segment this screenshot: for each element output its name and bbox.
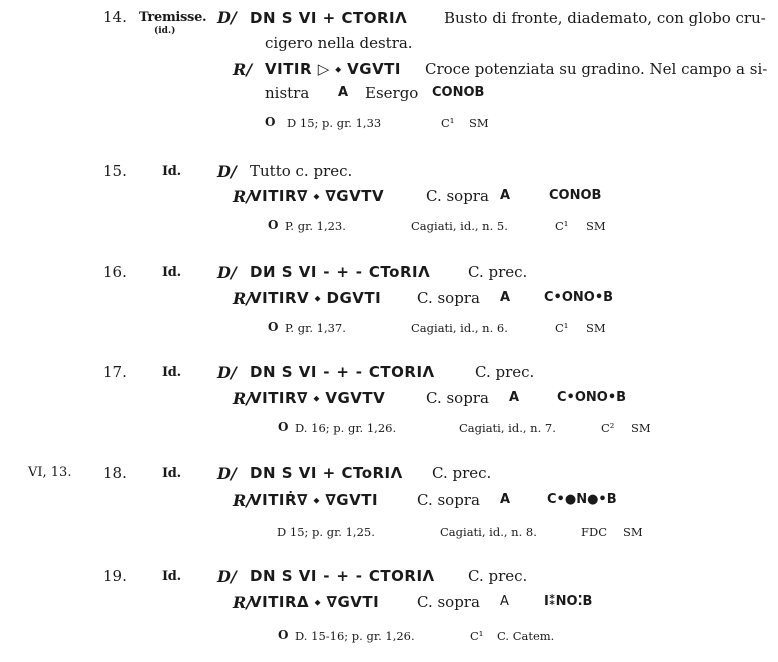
- exergue-mark: I⁑NO⁚B: [544, 594, 593, 609]
- reverse-symbol: R/: [233, 593, 253, 612]
- weight-note: P. gr. 1,37.: [285, 321, 346, 335]
- obverse-description: C. prec.: [475, 363, 535, 381]
- reverse-symbol: R/: [233, 289, 253, 308]
- reverse-legend: VITIR ▷ ⬩ VGVTI: [265, 60, 401, 78]
- denomination: Id.: [162, 164, 181, 179]
- exergue-mark: C•ONO•B: [557, 390, 627, 405]
- weight-note: D 15; p. gr. 1,25.: [277, 525, 375, 539]
- reference: Cagiati, id., n. 5.: [411, 219, 508, 233]
- field-mark: A: [500, 290, 511, 305]
- exergue-mark: CONOB: [549, 188, 602, 203]
- rarity-mark: O: [268, 320, 279, 334]
- exergue-mark: CONOB: [432, 85, 485, 100]
- weight-note: P. gr. 1,23.: [285, 219, 346, 233]
- grade: C²: [601, 421, 615, 435]
- reverse-symbol: R/: [233, 389, 253, 408]
- obverse-legend: DN S VI + CToRIΛ: [250, 464, 403, 482]
- collection: SM: [631, 421, 651, 435]
- reference: Cagiati, id., n. 7.: [459, 421, 556, 435]
- obverse-description: C. prec.: [468, 567, 528, 585]
- denomination-sub: (id.): [154, 26, 176, 36]
- reverse-description: C. sopra: [417, 289, 480, 307]
- field-mark: A: [338, 85, 349, 100]
- weight-note: D. 15-16; p. gr. 1,26.: [295, 629, 415, 643]
- denomination: Id.: [162, 466, 181, 481]
- obverse-legend: DN S VI + CTORIΛ: [250, 9, 408, 27]
- grade: C¹: [441, 116, 455, 130]
- collection: SM: [623, 525, 643, 539]
- entry-number: 16.: [103, 263, 127, 281]
- denomination: Id.: [162, 265, 181, 280]
- denomination: Id.: [162, 569, 181, 584]
- reverse-description: C. sopra: [426, 187, 489, 205]
- collection: C. Catem.: [497, 629, 555, 643]
- plate-reference: VI, 13.: [28, 465, 72, 480]
- obverse-symbol: D/: [217, 567, 237, 586]
- obverse-description-cont: cigero nella destra.: [265, 34, 413, 52]
- obverse-symbol: D/: [217, 363, 237, 382]
- exergue-label: Esergo: [365, 84, 419, 102]
- obverse-symbol: D/: [217, 162, 237, 181]
- obverse-symbol: D/: [217, 8, 237, 27]
- field-mark: A: [509, 390, 520, 405]
- reverse-description: C. sopra: [417, 491, 480, 509]
- entry-number: 17.: [103, 363, 127, 381]
- obverse-symbol: D/: [217, 464, 237, 483]
- obverse-description: Tutto c. prec.: [250, 162, 353, 180]
- obverse-description: C. prec.: [432, 464, 492, 482]
- grade: C¹: [470, 629, 484, 643]
- entry-number: 19.: [103, 567, 127, 585]
- rarity-mark: O: [268, 218, 279, 232]
- weight-note: D 15; p. gr. 1,33: [287, 116, 382, 130]
- entry-number: 18.: [103, 464, 127, 482]
- reverse-legend: VITIR∇ ⬩ ∇GVTV: [250, 187, 385, 205]
- grade: FDC: [581, 525, 607, 539]
- reverse-legend: VITIRΔ ⬩ ∇GVTI: [250, 593, 380, 611]
- collection: SM: [586, 219, 606, 233]
- field-mark: A: [500, 492, 511, 507]
- collection: SM: [586, 321, 606, 335]
- reverse-description: C. sopra: [426, 389, 489, 407]
- rarity-mark: O: [278, 420, 289, 434]
- reverse-description: Croce potenziata su gradino. Nel campo a si-: [425, 60, 768, 78]
- reverse-symbol: R/: [233, 187, 253, 206]
- obverse-legend: DN S VI ⁃ + ⁃ CTORIΛ: [250, 567, 435, 585]
- reference: Cagiati, id., n. 8.: [440, 525, 537, 539]
- reverse-description: C. sopra: [417, 593, 480, 611]
- reverse-symbol: R/: [233, 60, 253, 79]
- grade: C¹: [555, 219, 569, 233]
- rarity-mark: O: [265, 115, 276, 129]
- obverse-symbol: D/: [217, 263, 237, 282]
- reverse-legend: VITIṘ∇ ⬩ ∇GVTI: [250, 491, 379, 509]
- reference: Cagiati, id., n. 6.: [411, 321, 508, 335]
- denomination: Tremisse.: [139, 10, 207, 25]
- reverse-legend: VITIRV ⬩ DGVTI: [250, 289, 382, 307]
- grade: C¹: [555, 321, 569, 335]
- obverse-description: C. prec.: [468, 263, 528, 281]
- field-mark: A: [500, 188, 511, 203]
- field-mark: A: [500, 594, 509, 609]
- exergue-mark: C•●N●•B: [547, 492, 617, 507]
- obverse-legend: DИ S VI ⁃ + ⁃ CToRIΛ: [250, 263, 431, 281]
- obverse-description: Busto di fronte, diademato, con globo cru-: [444, 9, 766, 27]
- weight-note: D. 16; p. gr. 1,26.: [295, 421, 397, 435]
- entry-number: 14.: [103, 8, 127, 26]
- denomination: Id.: [162, 365, 181, 380]
- entry-number: 15.: [103, 162, 127, 180]
- collection: SM: [469, 116, 489, 130]
- reverse-description-cont: nistra: [265, 84, 310, 102]
- obverse-legend: DN S VI ⁃ + ⁃ CTORIΛ: [250, 363, 435, 381]
- exergue-mark: C•ONO•B: [544, 290, 614, 305]
- rarity-mark: O: [278, 628, 289, 642]
- reverse-legend: VITIR∇ ⬩ VGVTV: [250, 389, 386, 407]
- reverse-symbol: R/: [233, 491, 253, 510]
